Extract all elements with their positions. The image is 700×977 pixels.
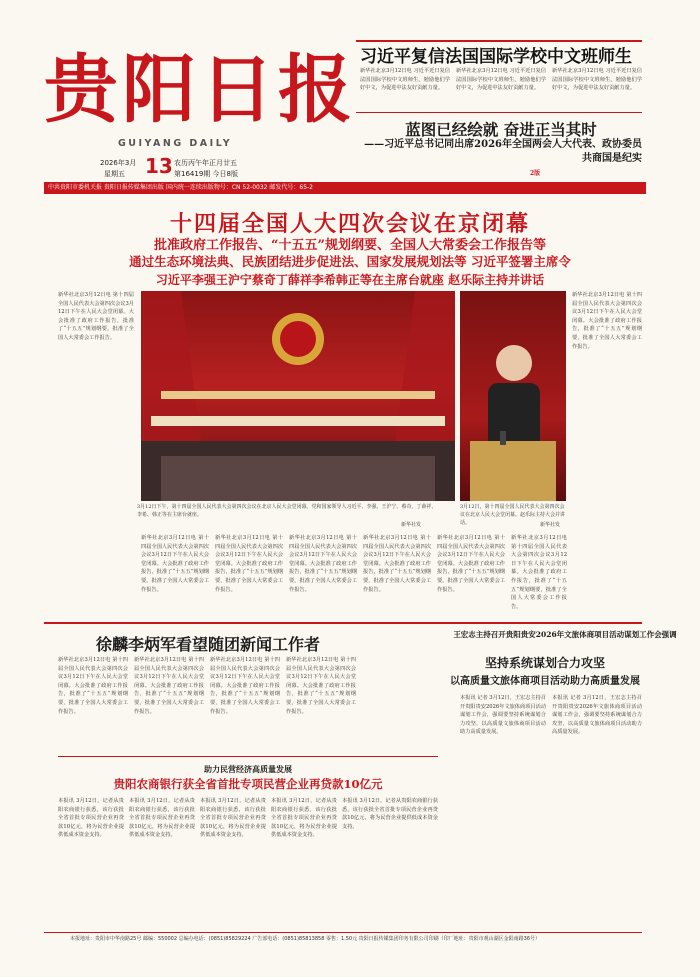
bank-col5: 本报讯 3月12日，记者从贵阳农商银行获悉，该行获批全省首批专项民营企业再贷款10亿元，将为民营企业提供低成本资金支持。 bbox=[342, 798, 438, 830]
newspaper-masthead: 贵阳日报 bbox=[44, 47, 356, 133]
lead-body-col2: 新华社北京3月12日电 第十四届全国人民代表大会第四次会议3月12日下午在人民大会堂闭幕。大会批准了政府工作报告，批准了“十五五”规划纲要，批准了全国人大常委会工作报告。 bbox=[141, 535, 209, 593]
lead-subline-2: 通过生态环境法典、民族团结进步促进法、国家发展规划法等 习近平签署主席令 bbox=[129, 254, 571, 269]
lead-body-col5: 新华社北京3月12日电 第十四届全国人民代表大会第四次会议3月12日下午在人民大会堂闭幕。大会批准了政府工作报告，批准了“十五五”规划纲要，批准了全国人大常委会工作报告。 bbox=[363, 535, 431, 593]
lead-subline-3: 习近平李强王沪宁蔡奇丁薛祥李希韩正等在主席台就座 赵乐际主持并讲话 bbox=[155, 273, 545, 287]
issue-number: 第16419期 今日8版 bbox=[174, 170, 238, 178]
lead-subline-1: 批准政府工作报告、“十五五”规划纲要、全国人大常委会工作报告等 bbox=[154, 238, 546, 253]
journalists-col2: 新华社北京3月12日电 第十四届全国人民代表大会第四次会议3月12日下午在人民大会堂闭幕。大会批准了政府工作报告，批准了“十五五”规划纲要，批准了全国人大常委会工作报告。 bbox=[134, 657, 204, 715]
lead-body-right: 新华社北京3月12日电 第十四届全国人民代表大会第四次会议3月12日下午在人民大会堂闭幕。大会批准了政府工作报告，批准了“十五五”规划纲要，批准了全国人大常委会工作报告。 bbox=[572, 292, 642, 350]
culture-tourism-col2: 本报讯 记者 3月12日，王宏志主持召开贵阳贵安2026年文旅体商项目活动谋划工作会，强调要坚持系统谋划合力攻坚，以高质量文旅体商项目活动助力高质量发展。 bbox=[552, 695, 642, 736]
assembly-hall-illustration bbox=[141, 291, 455, 501]
kicker-bank: 助力民营经济高质量发展 bbox=[204, 764, 292, 774]
footer-publisher-info: 本报地址：贵阳市中华南路25号 邮编：550002 总编办电话：(0851)85829224 广告部电话：(0851)85813858 零售：1.50元 贵阳日报传媒集团印务有限公司印刷（印厂地址：贵阳市观山湖区金阳南路36号） bbox=[70, 936, 541, 942]
lead-body-col4: 新华社北京3月12日电 第十四届全国人民代表大会第四次会议3月12日下午在人民大会堂闭幕。大会批准了政府工作报告，批准了“十五五”规划纲要，批准了全国人大常委会工作报告。 bbox=[289, 535, 357, 593]
issue-info-bar bbox=[52, 154, 352, 182]
headline-blueprint[interactable]: 蓝图已经绘就 奋进正当其时 bbox=[405, 120, 597, 139]
lead-body-col6: 新华社北京3月12日电 第十四届全国人民代表大会第四次会议3月12日下午在人民大会堂闭幕。大会批准了政府工作报告，批准了“十五五”规划纲要，批准了全国人大常委会工作报告。 bbox=[437, 535, 505, 593]
issue-weekday: 星期五 bbox=[104, 170, 125, 178]
issue-date: 2026年3月 bbox=[100, 159, 137, 167]
masthead-info-strip: 中共贵阳市委机关报 贵阳日报传媒集团出版 国内统一连续出版物号：CN 52-0032 邮发代号：65-2 bbox=[44, 182, 646, 194]
kicker-culture-tourism: 王宏志主持召开贵阳贵安2026年文旅体商项目活动谋划工作会强调 bbox=[453, 630, 677, 639]
xi-letter-col1: 新华社北京3月12日电 习近平近日复信法国国际学校中文班师生，勉励他们学好中文，为促进中法友好贡献力量。 bbox=[360, 68, 450, 92]
issue-day-number: 13 bbox=[145, 154, 173, 178]
bank-col3: 本报讯 3月12日，记者从贵阳农商银行获悉，该行获批全省首批专项民营企业再贷款10亿元，将为民营企业提供低成本资金支持。 bbox=[200, 798, 266, 839]
culture-tourism-col1: 本报讯 记者 3月12日，王宏志主持召开贵阳贵安2026年文旅体商项目活动谋划工作会，强调要坚持系统谋划合力攻坚，以高质量文旅体商项目活动助力高质量发展。 bbox=[460, 695, 546, 736]
rule-divider bbox=[356, 112, 642, 113]
photo-caption-2: 3月12日，第十四届全国人民代表大会第四次会议在北京人民大会堂闭幕。赵乐际主持大会并讲话。 bbox=[460, 504, 566, 526]
journalists-col4: 新华社北京3月12日电 第十四届全国人民代表大会第四次会议3月12日下午在人民大会堂闭幕。大会批准了政府工作报告，批准了“十五五”规划纲要，批准了全国人大常委会工作报告。 bbox=[286, 657, 356, 715]
lead-body-col1: 新华社北京3月12日电 第十四届全国人民代表大会第四次会议3月12日下午在人民大会堂闭幕。大会批准了政府工作报告，批准了“十五五”规划纲要，批准了全国人大常委会工作报告。 bbox=[58, 292, 134, 341]
rule-story4 bbox=[58, 756, 438, 757]
bank-col2: 本报讯 3月12日，记者从贵阳农商银行获悉，该行获批全省首批专项民营企业再贷款10亿元，将为民营企业提供低成本资金支持。 bbox=[129, 798, 195, 839]
photo-credit-1: 新华社发 bbox=[401, 522, 422, 528]
photo-caption-1: 3月12日下午，第十四届全国人民代表大会第四次会议在北京人民大会堂闭幕。党和国家领导人习近平、李强、王沪宁、蔡奇、丁薛祥、李希、韩正等在主席台就座。 bbox=[137, 504, 437, 518]
headline-xi-letter[interactable]: 习近平复信法国国际学校中文班师生 bbox=[360, 47, 632, 67]
subhead-blueprint: ——习近平总书记同出席2026年全国两会人大代表、政协委员共商国是纪实 bbox=[364, 139, 642, 164]
photo-credit-2: 新华社发 bbox=[540, 522, 561, 528]
headline-journalists[interactable]: 徐麟李炳军看望随团新闻工作者 bbox=[96, 635, 321, 654]
speaker-illustration bbox=[460, 291, 566, 501]
headline-culture-tourism-1[interactable]: 坚持系统谋划合力攻坚 bbox=[484, 656, 605, 670]
bank-col4: 本报讯 3月12日，记者从贵阳农商银行获悉，该行获批全省首批专项民营企业再贷款10亿元，将为民营企业提供低成本资金支持。 bbox=[271, 798, 337, 839]
headline-culture-tourism-2[interactable]: 以高质量文旅体商项目活动助力高质量发展 bbox=[450, 676, 640, 687]
lead-headline[interactable]: 十四届全国人大四次会议在京闭幕 bbox=[169, 211, 530, 237]
journalists-col3: 新华社北京3月12日电 第十四届全国人民代表大会第四次会议3月12日下午在人民大会堂闭幕。大会批准了政府工作报告，批准了“十五五”规划纲要，批准了全国人大常委会工作报告。 bbox=[210, 657, 280, 715]
rule-footer bbox=[44, 932, 642, 933]
masthead-pinyin: GUIYANG DAILY bbox=[118, 138, 233, 149]
photo-assembly-hall bbox=[137, 291, 455, 518]
xi-letter-col2: 新华社北京3月12日电 习近平近日复信法国国际学校中文班师生，勉励他们学好中文，为促进中法友好贡献力量。 bbox=[456, 68, 546, 92]
lead-body-col3: 新华社北京3月12日电 第十四届全国人民代表大会第四次会议3月12日下午在人民大会堂闭幕。大会批准了政府工作报告，批准了“十五五”规划纲要，批准了全国人大常委会工作报告。 bbox=[215, 535, 283, 593]
lead-body-col7: 新华社北京3月12日电 第十四届全国人民代表大会第四次会议3月12日下午在人民大会堂闭幕。大会批准了政府工作报告，批准了“十五五”规划纲要，批准了全国人大常委会工作报告。 bbox=[511, 535, 567, 610]
journalists-col1: 新华社北京3月12日电 第十四届全国人民代表大会第四次会议3月12日下午在人民大会堂闭幕。大会批准了政府工作报告，批准了“十五五”规划纲要，批准了全国人大常委会工作报告。 bbox=[58, 657, 128, 715]
section-rule bbox=[44, 622, 642, 624]
page-reference[interactable]: 2版 bbox=[530, 170, 541, 177]
bank-col1: 本报讯 3月12日，记者从贵阳农商银行获悉，该行获批全省首批专项民营企业再贷款10亿元，将为民营企业提供低成本资金支持。 bbox=[58, 798, 124, 839]
lunar-date: 农历丙午年正月廿五 bbox=[174, 159, 237, 167]
xi-letter-col3: 新华社北京3月12日电 习近平近日复信法国国际学校中文班师生，勉励他们学好中文，为促进中法友好贡献力量。 bbox=[552, 68, 642, 92]
headline-bank[interactable]: 贵阳农商银行获全省首批专项民营企业再贷款10亿元 bbox=[113, 777, 383, 791]
